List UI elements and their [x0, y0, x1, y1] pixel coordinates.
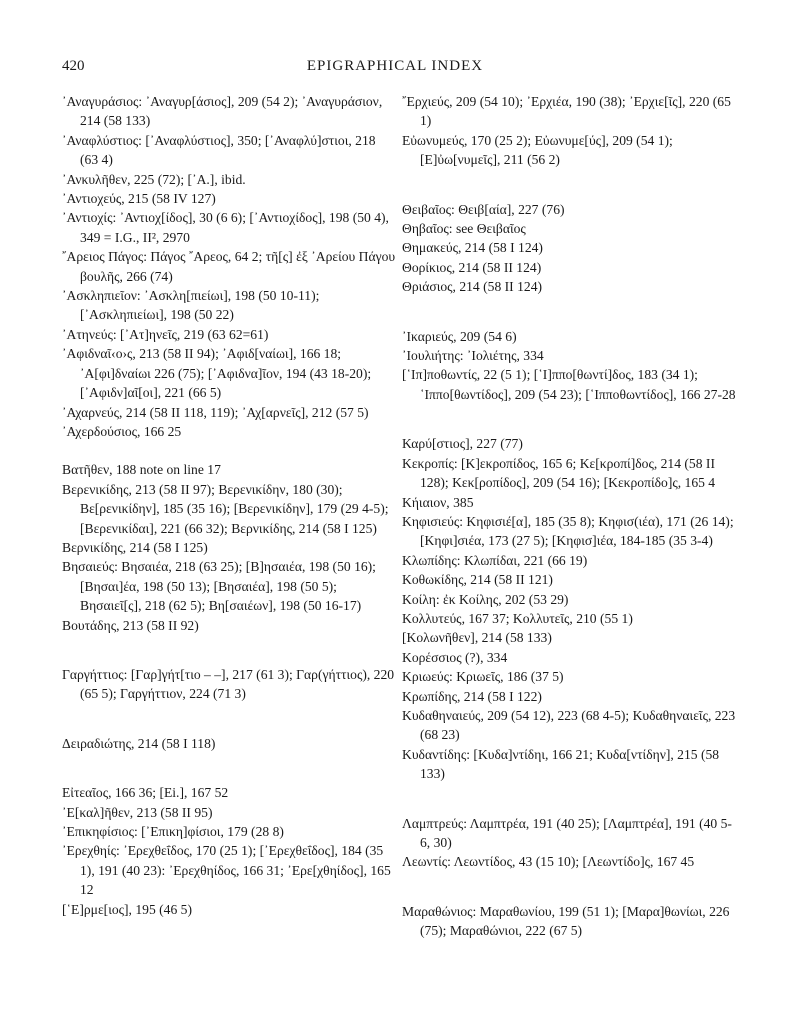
index-entry: ᾿Αχαρνεύς, 214 (58 II 118, 119); ᾿Αχ[αρνεῖς], 212 (57 5)	[62, 404, 369, 420]
index-group-alpha	[62, 92, 396, 441]
running-title: EPIGRAPHICAL INDEX	[306, 58, 484, 74]
index-entry: ᾿Αναγυράσιος: ᾿Αναγυρ[άσιος], 209 (54 2); ᾿Αναγυράσιον, 214 (58 133)	[62, 94, 383, 129]
index-entry: Κυδαντίδης: [Κυδα]ντίδηι, 166 21; Κυδα[ντίδην], 215 (58 133)	[402, 746, 720, 782]
index-entry: Βουτάδης, 213 (58 II 92)	[62, 617, 199, 633]
index-entry: ᾿Αφιδναῖ‹ο›ς, 213 (58 II 94); ᾿Αφιδ[ναίωι], 166 18; ᾿Α[φι]δναίωι 226 (75); [᾿Αφιδνα]ῖον, 194 (43 18-20); [᾿Αφιδν]αῖ[οι], 221 (66 5)	[62, 346, 372, 401]
index-entry: Κριωεύς: Κριωεῖς, 186 (37 5)	[402, 669, 564, 685]
index-entry: Βατῆθεν, 188 note on line 17	[62, 462, 221, 478]
left-column	[62, 92, 396, 919]
index-entry: Βησαιεύς: Βησαιέα, 218 (63 25); [Β]ησαιέα, 198 (50 16); [Βησαι]έα, 198 (50 13); [Βησαιέα], 198 (50 5); Βησαιεῖ[ς], 218 (62 5); Βη[σαιέων], 198 (50 16-17)	[62, 559, 376, 614]
index-entry: Θημακεύς, 214 (58 I 124)	[402, 240, 543, 256]
index-entry: Βερνικίδης, 214 (58 I 125)	[62, 539, 208, 555]
index-entry: ᾿Ατηνεύς: [᾿Ατ]ηνεῖς, 219 (63 62=61)	[62, 326, 269, 342]
index-group-gamma	[62, 665, 396, 704]
index-entry: Γαργήττιος: [Γαρ]γήτ[τιο – –], 217 (61 3); Γαρ(γήττιος), 220 (65 5); Γαργήττιον, 224 (71 3)	[62, 666, 395, 702]
index-entry: ᾿Ιουλιήτης: ᾿Ιολιέτης, 334	[402, 348, 544, 364]
right-column	[402, 92, 738, 941]
index-entry: ῎Ερχιεύς, 209 (54 10); ᾿Ερχιέα, 190 (38); ᾿Ερχιε[ῖς], 220 (65 1)	[402, 94, 731, 129]
index-entry: [῾Ε]ρμε[ιος], 195 (46 5)	[62, 901, 192, 917]
index-entry: Κυδαθηναιεύς, 209 (54 12), 223 (68 4-5); Κυδαθηναιεῖς, 223 (68 23)	[402, 707, 736, 743]
index-entry: Καρύ[στιος], 227 (77)	[402, 436, 523, 452]
index-entry: ᾿Ερεχθηίς: ᾿Ερεχθεΐδος, 170 (25 1); [᾿Ερεχθεΐδος], 184 (35 1), 191 (40 23): ᾿Ερεχθηίδος, 166 31; ᾿Ερε[χθηίδος], 165 12	[62, 843, 391, 898]
index-entry: ᾿Αντιοχεύς, 215 (58 IV 127)	[62, 191, 216, 207]
index-entry: [Κολωνῆθεν], 214 (58 133)	[402, 630, 552, 646]
index-entry: Δειραδιώτης, 214 (58 I 118)	[62, 735, 216, 751]
index-entry: ᾿Επικηφίσιος: [᾿Επικη]φίσιοι, 179 (28 8)	[62, 824, 284, 839]
index-entry: Θορίκιος, 214 (58 II 124)	[402, 259, 542, 275]
index-entry: Θηβαῖος: see Θειβαῖος	[402, 221, 526, 237]
index-entry: Εὐωνυμεύς, 170 (25 2); Εὐωνυμε[ύς], 209 (54 1); [Ε]ὐω[νυμεῖς], 211 (56 2)	[402, 132, 673, 168]
index-entry: ᾿Αντιοχίς: ᾿Αντιοχ[ίδος], 30 (6 6); [᾿Αντιοχίδος], 198 (50 4), 349 = I.G., II², 2970	[62, 210, 389, 245]
index-group-mu	[402, 902, 738, 941]
index-entry: Μαραθώνιος: Μαραθωνίου, 199 (51 1); [Μαρα]θωνίωι, 226 (75); Μαραθώνιοι, 222 (67 5)	[402, 903, 730, 939]
index-group-kappa	[402, 434, 738, 783]
index-entry: Βερενικίδης, 213 (58 II 97); Βερενικίδην, 180 (30); Βε[ρενικίδην], 185 (35 16); [Βερενικίδην], 179 (29 4-5); [Βερενικίδαι], 221 (66 32); Βερνικίδης, 214 (58 I 125)	[62, 481, 389, 536]
index-entry: Λαμπτρεύς: Λαμπτρέα, 191 (40 25); [Λαμπτρέα], 191 (40 5-6, 30)	[402, 815, 732, 850]
index-entry: Θριάσιος, 214 (58 II 124)	[402, 279, 543, 295]
index-group-lambda	[402, 814, 738, 872]
index-entry: Κοίλη: ἐκ Κοίλης, 202 (53 29)	[402, 591, 569, 607]
page-header	[62, 58, 728, 82]
index-group-theta	[402, 200, 738, 297]
index-entry: ᾿Ανκυλῆθεν, 225 (72); [᾿Α.], ibid.	[62, 171, 246, 187]
index-entry: Κήιαιον, 385	[402, 494, 474, 510]
index-group-beta	[62, 460, 396, 635]
index-entry: ᾿Ε[καλ]ῆθεν, 213 (58 II 95)	[62, 804, 213, 820]
index-entry: ᾿Ικαριεύς, 209 (54 6)	[402, 328, 517, 344]
index-group-epsilon	[62, 783, 396, 919]
index-entry: Κεκροπίς: [Κ]εκροπίδος, 165 6; Κε[κροπί]δος, 214 (58 II 128); Κεκ[ροπίδος], 209 (54 16); [Κεκροπίδο]ς, 165 4	[402, 455, 716, 491]
index-entry: Κοθωκίδης, 214 (58 II 121)	[402, 572, 553, 588]
index-entry: Λεωντίς: Λεωντίδος, 43 (15 10); [Λεωντίδο]ς, 167 45	[402, 854, 695, 870]
index-entry: Κρωπίδης, 214 (58 I 122)	[402, 688, 542, 704]
index-group-delta	[62, 734, 396, 753]
index-entry: Κολλυτεύς, 167 37; Κολλυτεῖς, 210 (55 1)	[402, 610, 633, 626]
index-group-iota	[402, 327, 738, 405]
index-entry: Κλωπίδης: Κλωπίδαι, 221 (66 19)	[402, 552, 588, 568]
index-group-epsilon-cont	[402, 92, 738, 170]
index-entry: Θειβαῖος: Θειβ[αία], 227 (76)	[402, 201, 565, 217]
index-entry: ᾿Αναφλύστιος: [᾿Αναφλύστιος], 350; [᾿Αναφλύ]στιοι, 218 (63 4)	[62, 132, 376, 168]
index-entry: [῾Ιπ]ποθωντίς, 22 (5 1); [῾Ι]ππο[θωντί]δος, 183 (34 1); ῾Ιππο[θωντίδος], 209 (54 23); [῾Ιπποθωντίδος], 166 27-28	[402, 367, 736, 402]
index-entry: ᾿Ασκληπιεῖον: ᾿Ασκλη[πιείωι], 198 (50 10-11); [᾿Ασκληπιείωι], 198 (50 22)	[62, 288, 320, 323]
index-entry: ᾿Αχερδούσιος, 166 25	[62, 423, 182, 439]
index-entry: Εἰτεαῖος, 166 36; [Ei.], 167 52	[62, 785, 229, 801]
index-entry: ῎Αρειος Πάγος: Πάγος ῎Αρεος, 64 2; τῆ[ς] ἐξ ᾿Αρείου Πάγου βουλῆς, 266 (74)	[62, 249, 396, 284]
page-number: 420	[62, 58, 85, 74]
index-entry: Κορέσσιος (?), 334	[402, 649, 508, 665]
index-entry: Κηφισιεύς: Κηφισιέ[α], 185 (35 8); Κηφισ(ιέα), 171 (26 14); [Κηφι]σιέα, 173 (27 5); [Κηφισ]ιέα, 184-185 (35 3-4)	[402, 513, 734, 549]
